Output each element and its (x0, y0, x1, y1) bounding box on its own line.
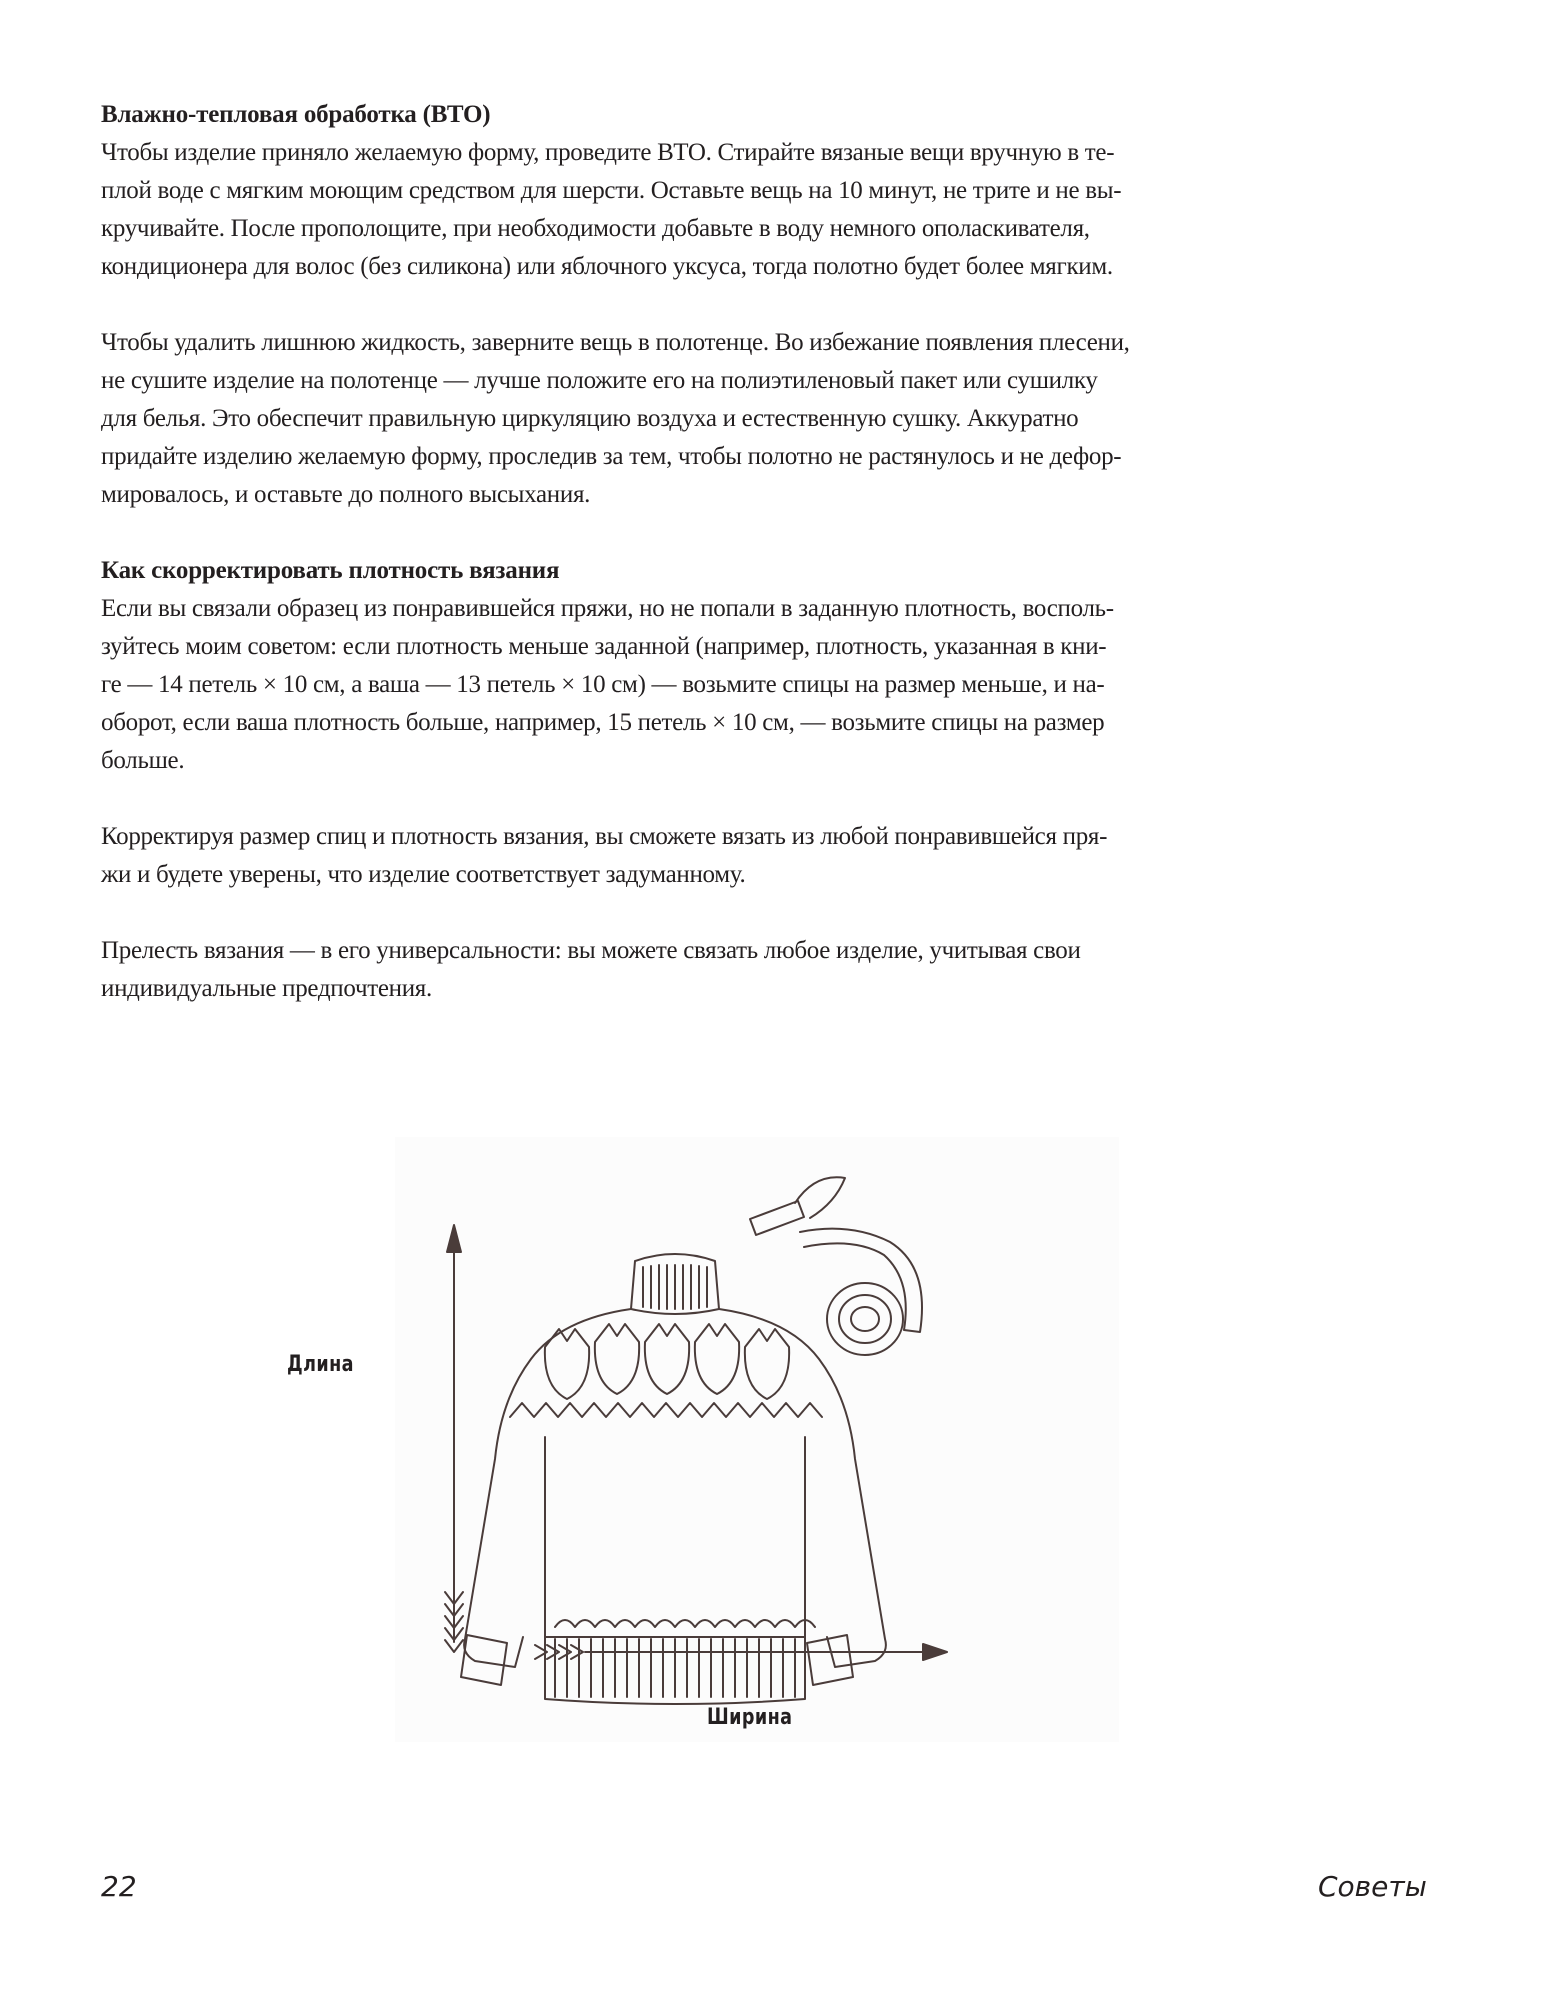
text-line: Прелесть вязания — в его универсальности: вы можете связать любое изделие, учитывая свои (101, 937, 1081, 964)
text-line: Корректируя размер спиц и плотность вязания, вы сможете вязать из любой понравившейся пря- (101, 823, 1108, 850)
text-line: индивидуальные предпочтения. (101, 975, 432, 1002)
section-heading-gauge: Как скорректировать плотность вязания (101, 557, 560, 584)
paragraph (101, 134, 1421, 286)
text-line: не сушите изделие на полотенце — лучше положите его на полиэтиленовый пакет или сушилку (101, 367, 1098, 394)
text-line: оборот, если ваша плотность больше, например, 15 петель × 10 см, — возьмите спицы на размер (101, 709, 1105, 736)
running-footer-section: Советы (1318, 1870, 1427, 1903)
text-line: кручивайте. После прополощите, при необходимости добавьте в воду немного ополаскивателя, (101, 215, 1090, 242)
page-body (101, 96, 1421, 1008)
text-line: для белья. Это обеспечит правильную циркуляцию воздуха и естественную сушку. Аккуратно (101, 405, 1079, 432)
text-line: ге — 14 петель × 10 см, а ваша — 13 петель × 10 см) — возьмите спицы на размер меньше, и на- (101, 671, 1105, 698)
length-arrow-icon (445, 1225, 463, 1652)
section-heading-blocking: Влажно-тепловая обработка (ВТО) (101, 101, 491, 128)
text-line: жи и будете уверены, что изделие соответствует задуманному. (101, 861, 746, 888)
length-label: Длина (287, 1352, 354, 1377)
text-line: Чтобы изделие приняло желаемую форму, проведите ВТО. Стирайте вязаные вещи вручную в те- (101, 139, 1115, 166)
sweater-illustration (287, 1137, 1119, 1742)
text-line: придайте изделию желаемую форму, проследив за тем, чтобы полотно не растянулось и не дефор- (101, 443, 1122, 470)
text-line: мировалось, и оставьте до полного высыхания. (101, 481, 591, 508)
paragraph (101, 324, 1421, 514)
text-line: Чтобы удалить лишнюю жидкость, заверните вещь в полотенце. Во избежание появления плесени, (101, 329, 1130, 356)
measuring-tape-icon (750, 1177, 922, 1355)
text-line: больше. (101, 747, 185, 774)
sweater-icon (461, 1254, 886, 1704)
text-line: Если вы связали образец из понравившейся пряжи, но не попали в заданную плотность, восполь- (101, 595, 1114, 622)
page-number: 22 (101, 1870, 137, 1903)
text-line: кондиционера для волос (без силикона) или яблочного уксуса, тогда полотно будет более мягким. (101, 253, 1113, 280)
width-label: Ширина (707, 1705, 793, 1730)
paragraph (101, 818, 1421, 894)
paragraph (101, 932, 1421, 1008)
text-line: плой воде с мягким моющим средством для шерсти. Оставьте вещь на 10 минут, не трите и не вы- (101, 177, 1122, 204)
text-line: зуйтесь моим советом: если плотность меньше заданной (например, плотность, указанная в кни- (101, 633, 1107, 660)
paragraph (101, 590, 1421, 780)
